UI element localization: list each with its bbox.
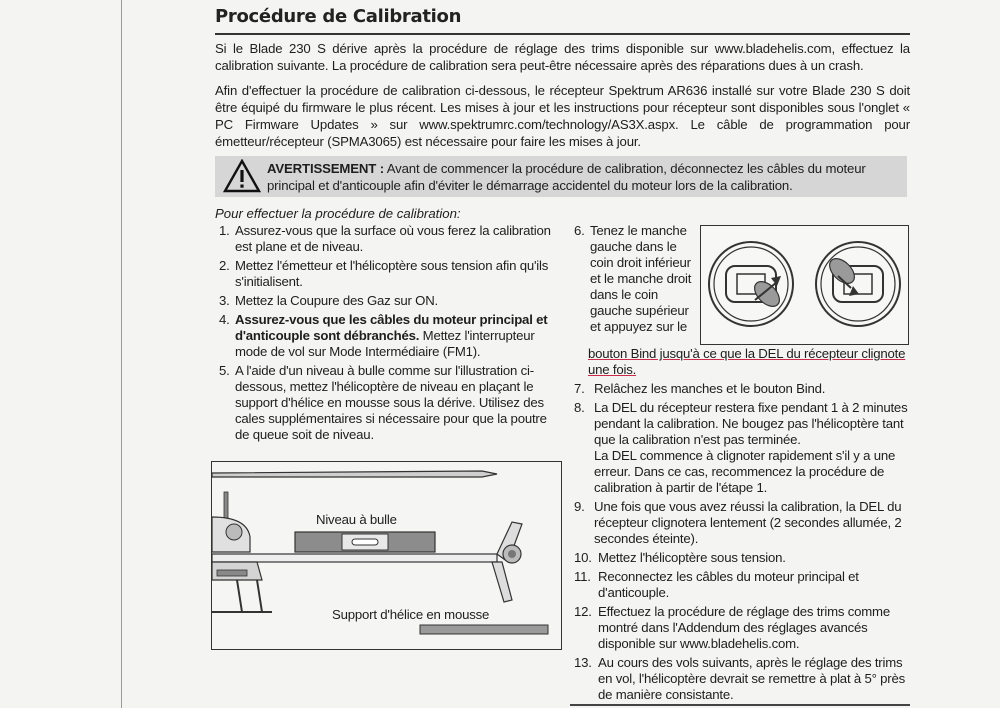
procedure-intro: Pour effectuer la procédure de calibration:: [215, 206, 461, 221]
helicopter-level-diagram: [211, 461, 562, 650]
step-number: 7.: [574, 381, 585, 396]
warning-box: [215, 156, 907, 197]
left-gimbal-icon: [709, 242, 793, 326]
paragraph-intro: Si le Blade 230 S dérive après la procédure de réglage des trims disponible sur www.bladehelis.com, effectuez la calibration suivante. La procédure de calibration sera peut-être nécessaire après des réparations dues à un crash.: [215, 41, 910, 73]
title-rule: [215, 33, 910, 35]
step-text: Mettez l'émetteur et l'hélicoptère sous tension afin qu'ils s'initialisent.: [235, 258, 549, 289]
step-text: Mettez l'hélicoptère sous tension.: [598, 550, 786, 565]
list-item: [574, 550, 910, 566]
step-text: Mettez l'interrupteur mode de vol sur Mode Intermédiaire (FM1).: [235, 328, 535, 359]
list-item: [574, 381, 910, 397]
list-item: [219, 258, 559, 290]
list-item: [219, 293, 559, 309]
warning-text: [267, 160, 897, 194]
list-item: [574, 569, 910, 601]
step-text: Au cours des vols suivants, après le réglage des trims en vol, l'hélicoptère devrait se remettre à plat à 5° près de manière consistante.: [598, 655, 905, 702]
step6-tail: bouton Bind jusqu'à ce que la DEL du récepteur clignote une fois.: [588, 346, 906, 377]
page-margin-line: [121, 0, 122, 708]
warning-icon: [223, 159, 261, 193]
step-text: La DEL du récepteur restera fixe pendant 1 à 2 minutes pendant la calibration. Ne bougez pas l'hélicoptère tant que la calibration n'est pas terminée.: [594, 400, 908, 447]
list-item: [219, 312, 559, 360]
step-number: 12.: [574, 604, 592, 619]
list-item: [574, 604, 910, 652]
step-number: 4.: [219, 312, 230, 327]
step-bold-text: Assurez-vous que les câbles du moteur principal et d'anticouple sont débranchés.: [235, 312, 548, 343]
right-gimbal-icon: [816, 242, 900, 326]
bottom-rule: [570, 704, 910, 706]
list-item: [574, 655, 910, 703]
list-item: [574, 400, 910, 496]
step6-list: [574, 223, 696, 338]
step-number: 3.: [219, 293, 230, 308]
paragraph-firmware: Afin d'effectuer la procédure de calibration ci-dessous, le récepteur Spektrum AR636 installé sur votre Blade 230 S doit être équipé du firmware le plus récent. Les mises à jour et les instructions pour récepteur sont disponibles sous l'onglet « PC Firmware Updates » sur www.spektrumrc.com/technology/AS3X.aspx. Le câble de programmation pour émetteur/récepteur (SPMA3065) est nécessaire pour faire les mises à jour.: [215, 83, 910, 149]
step-number: 1.: [219, 223, 230, 238]
step-text: A l'aide d'un niveau à bulle comme sur l'illustration ci-dessous, mettez l'hélicoptère de niveau en plaçant le support d'hélice en mousse sous la dérive. Utilisez des cales supplémentaires si nécessaire pour que la poutre de queue soit de niveau.: [235, 363, 547, 442]
steps-right-list: [574, 381, 910, 706]
stick-position-figure: [700, 225, 909, 345]
step-text: Effectuez la procédure de réglage des trims comme montré dans l'Addendum des réglages avancés disponible sur www.bladehelis.com.: [598, 604, 890, 651]
list-item: [219, 363, 559, 443]
step-text: Assurez-vous que la surface où vous ferez la calibration est plane et de niveau.: [235, 223, 551, 254]
step-extra-text: La DEL commence à clignoter rapidement s'il y a une erreur. Dans ce cas, recommencez la procédure de calibration à partir de l'étape 1.: [594, 448, 896, 495]
warning-label: AVERTISSEMENT :: [267, 161, 384, 176]
list-item: [219, 223, 559, 255]
step-number: 10.: [574, 550, 592, 565]
step-number: 11.: [574, 569, 591, 584]
step-number: 6.: [574, 223, 585, 238]
step-number: 5.: [219, 363, 230, 378]
step-text: Mettez la Coupure des Gaz sur ON.: [235, 293, 439, 308]
list-item: [574, 223, 696, 335]
warning-body: Avant de commencer la procédure de calibration, déconnectez les câbles du moteur principal et d'anticouple afin d'éviter le démarrage accidentel du moteur lors de la calibration.: [267, 161, 866, 193]
step-text: Relâchez les manches et le bouton Bind.: [594, 381, 826, 396]
page-title: Procédure de Calibration: [215, 6, 462, 27]
support-label: Support d'hélice en mousse: [332, 607, 490, 622]
transmitter-sticks-icon: [701, 226, 908, 344]
step-text: Tenez le manche gauche dans le coin droit inférieur et le manche droit dans le coin gauche supérieur et appuyez sur le: [590, 223, 692, 334]
level-label: Niveau à bulle: [316, 512, 397, 527]
list-item: [574, 499, 910, 547]
step-number: 2.: [219, 258, 230, 273]
steps-left-list: [219, 223, 559, 446]
step-number: 9.: [574, 499, 585, 514]
step-number: 8.: [574, 400, 585, 415]
step-text: Reconnectez les câbles du moteur principal et d'anticouple.: [598, 569, 859, 600]
step-number: 13.: [574, 655, 592, 670]
step-text: Une fois que vous avez réussi la calibration, la DEL du récepteur clignotera lentement (2 secondes allumée, 2 secondes éteinte).: [594, 499, 902, 546]
